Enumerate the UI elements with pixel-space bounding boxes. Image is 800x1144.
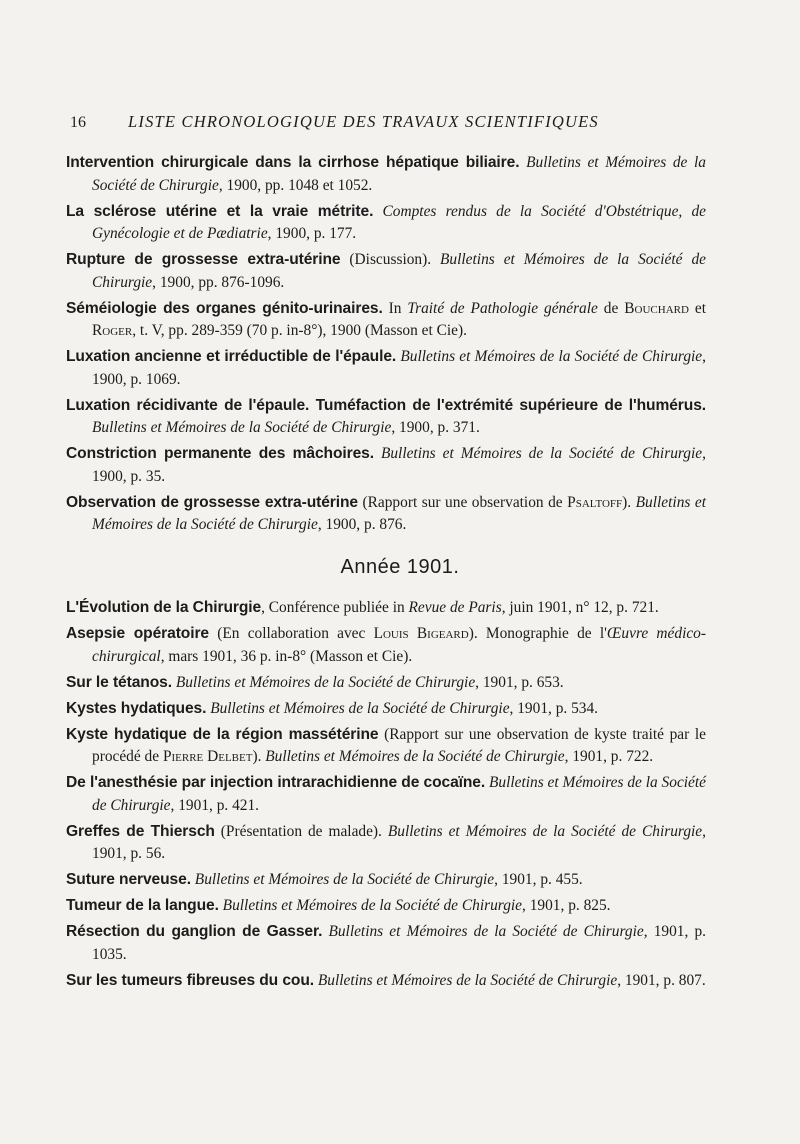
bibliography-entry (66, 772, 706, 817)
entry-text (373, 203, 382, 220)
entry-text: ). (252, 748, 266, 765)
entry-text: , 1901, p. 455. (494, 871, 583, 888)
bibliography-entry (66, 724, 706, 769)
bibliography-entry (66, 346, 706, 391)
entry-text: , t. V, pp. 289-359 (70 p. in-8°), 1900 (Masson et Cie). (132, 322, 467, 339)
entry-title: La sclérose utérine et la vraie métrite. (66, 202, 374, 220)
author-name: Psaltoff (567, 493, 623, 511)
entry-title: Intervention chirurgicale dans la cirrhose hépatique biliaire. (66, 154, 520, 171)
entry-text: ). (622, 493, 636, 511)
bibliography-entry (66, 698, 706, 721)
author-name: Pierre Delbet (162, 748, 253, 765)
entry-text (374, 445, 381, 462)
entry-text: In (382, 299, 408, 317)
entry-text: , 1900, p. 876. (317, 516, 407, 533)
entry-title: Rupture de grossesse extra-utérine (66, 251, 341, 268)
publication-name: Bulletins et Mémoires de la Société de Chirurgie (317, 971, 618, 989)
entry-text: et (688, 299, 706, 317)
bibliography-entry (66, 623, 706, 668)
publication-name: Bulletins et Mémoires de la Société de Chirurgie (265, 748, 565, 765)
bibliography-entry (66, 298, 706, 343)
publication-name: Bulletins et Mémoires de la Société de Chirurgie (222, 897, 523, 914)
bibliography-entry (66, 443, 706, 488)
entries-1900 (66, 152, 706, 540)
publication-name: Bulletins et Mémoires de la Société de Chirurgie (92, 493, 706, 533)
publication-name: Bulletins et Mémoires de la Société de Chirurgie (210, 699, 510, 717)
entry-title: Asepsie opératoire (66, 625, 209, 642)
entry-title: Sur le tétanos. (66, 673, 172, 691)
entry-text: , 1900, pp. 876-1096. (152, 273, 285, 291)
entry-text: de (597, 299, 625, 317)
bibliography-entry (66, 869, 706, 892)
entry-text: , Conférence publiée in (261, 599, 409, 616)
entry-text: , 1900, p. 177. (267, 225, 357, 242)
bibliography-entry (66, 152, 706, 197)
bibliography-entry (66, 492, 706, 537)
entry-title: Suture nerveuse. (66, 871, 191, 888)
entry-title: Sur les tumeurs fibreuses du cou. (66, 971, 314, 989)
entry-text: , juin 1901, n° 12, p. 721. (501, 599, 659, 616)
entry-title: Luxation récidivante de l'épaule. Tuméfaction de l'extrémité supérieure de l'humérus. (66, 396, 706, 414)
publication-name: Bulletins et Mémoires de la Société de Chirurgie (400, 348, 703, 365)
publication-name: Bulletins et Mémoires de la Société de Chirurgie (387, 822, 703, 840)
publication-name: Bulletins et Mémoires de la Société de Chirurgie (92, 774, 706, 814)
entry-text: , 1901, p. 56. (92, 822, 706, 862)
publication-name: Bulletins et Mémoires de la Société de Chirurgie (175, 673, 476, 691)
entry-title: Résection du ganglion de Gasser. (66, 923, 323, 940)
bibliography-entry (66, 597, 706, 620)
running-head (70, 112, 710, 132)
entries-1901 (66, 597, 706, 996)
publication-name: Bulletins et Mémoires de la Société de Chirurgie (92, 251, 706, 291)
entry-text: , 1900, p. 35. (92, 445, 706, 485)
entry-text: , 1901, p. 722. (564, 748, 654, 765)
entry-text: (Rapport sur une observation de kyste traité par le procédé de (92, 725, 706, 765)
entry-title: Kystes hydatiques. (66, 699, 207, 717)
entry-text: , 1901, p. 421. (170, 796, 260, 814)
bibliography-entry (66, 672, 706, 695)
publication-name: Bulletins et Mémoires de la Société de Chirurgie (92, 419, 392, 436)
entry-text: , 1901, p. 1035. (92, 923, 706, 963)
publication-name: Bulletins et Mémoires de la Société de Chirurgie (92, 154, 706, 194)
publication-name: Traité de Pathologie générale (407, 299, 598, 317)
entry-title: De l'anesthésie par injection intrarachidienne de cocaïne. (66, 774, 486, 791)
entry-title: Luxation ancienne et irréductible de l'épaule. (66, 348, 397, 365)
entry-text: , 1900, p. 1069. (92, 348, 706, 388)
running-title: LISTE CHRONOLOGIQUE DES TRAVAUX SCIENTIFIQUES (128, 112, 599, 131)
bibliography-entry (66, 201, 706, 246)
entry-text: , 1900, p. 371. (391, 419, 480, 436)
entry-text: ). Monographie de l' (468, 625, 607, 642)
entry-text: , 1901, p. 653. (475, 673, 564, 691)
publication-name: Œuvre médico-chirurgical (92, 625, 706, 665)
publication-name: Bulletins et Mémoires de la Société de Chirurgie (380, 445, 703, 462)
entry-title: Constriction permanente des mâchoires. (66, 445, 374, 462)
bibliography-entry (66, 895, 706, 918)
author-name: Roger (92, 322, 133, 339)
entry-text: , 1901, p. 807. (617, 971, 706, 989)
page-number: 16 (70, 114, 86, 131)
entry-text: , mars 1901, 36 p. in-8° (Masson et Cie). (160, 647, 413, 665)
bibliography-entry (66, 921, 706, 966)
bibliography-entry (66, 970, 706, 993)
bibliography-entry (66, 249, 706, 294)
entry-title: Kyste hydatique de la région massétérine (66, 725, 379, 743)
entry-text: (En collaboration avec (209, 625, 374, 642)
author-name: Bouchard (624, 299, 689, 317)
entry-title: Tumeur de la langue. (66, 897, 219, 914)
entry-title: L'Évolution de la Chirurgie (66, 599, 262, 616)
entry-text: , 1901, p. 534. (509, 699, 599, 717)
bibliography-entry (66, 821, 706, 866)
entry-title: Séméiologie des organes génito-urinaires. (66, 299, 383, 317)
bibliography-entry (66, 395, 706, 440)
entry-text: (Discussion). (340, 251, 441, 268)
entry-title: Observation de grossesse extra-utérine (66, 493, 358, 511)
entry-title: Greffes de Thiersch (66, 822, 215, 840)
entry-text: , 1900, pp. 1048 et 1052. (218, 176, 373, 194)
publication-name: Bulletins et Mémoires de la Société de Chirurgie (328, 923, 644, 940)
publication-name: Revue de Paris (408, 599, 502, 616)
year-heading: Année 1901. (340, 556, 460, 578)
publication-name: Bulletins et Mémoires de la Société de Chirurgie (194, 871, 495, 888)
entry-text: (Présentation de malade). (214, 822, 388, 840)
entry-text: , 1901, p. 825. (522, 897, 611, 914)
author-name: Louis Bigeard (373, 625, 469, 642)
entry-text: (Rapport sur une observation de (358, 493, 568, 511)
publication-name: Comptes rendus de la Société d'Obstétrique, de Gynécologie et de Pædiatrie (92, 202, 706, 242)
